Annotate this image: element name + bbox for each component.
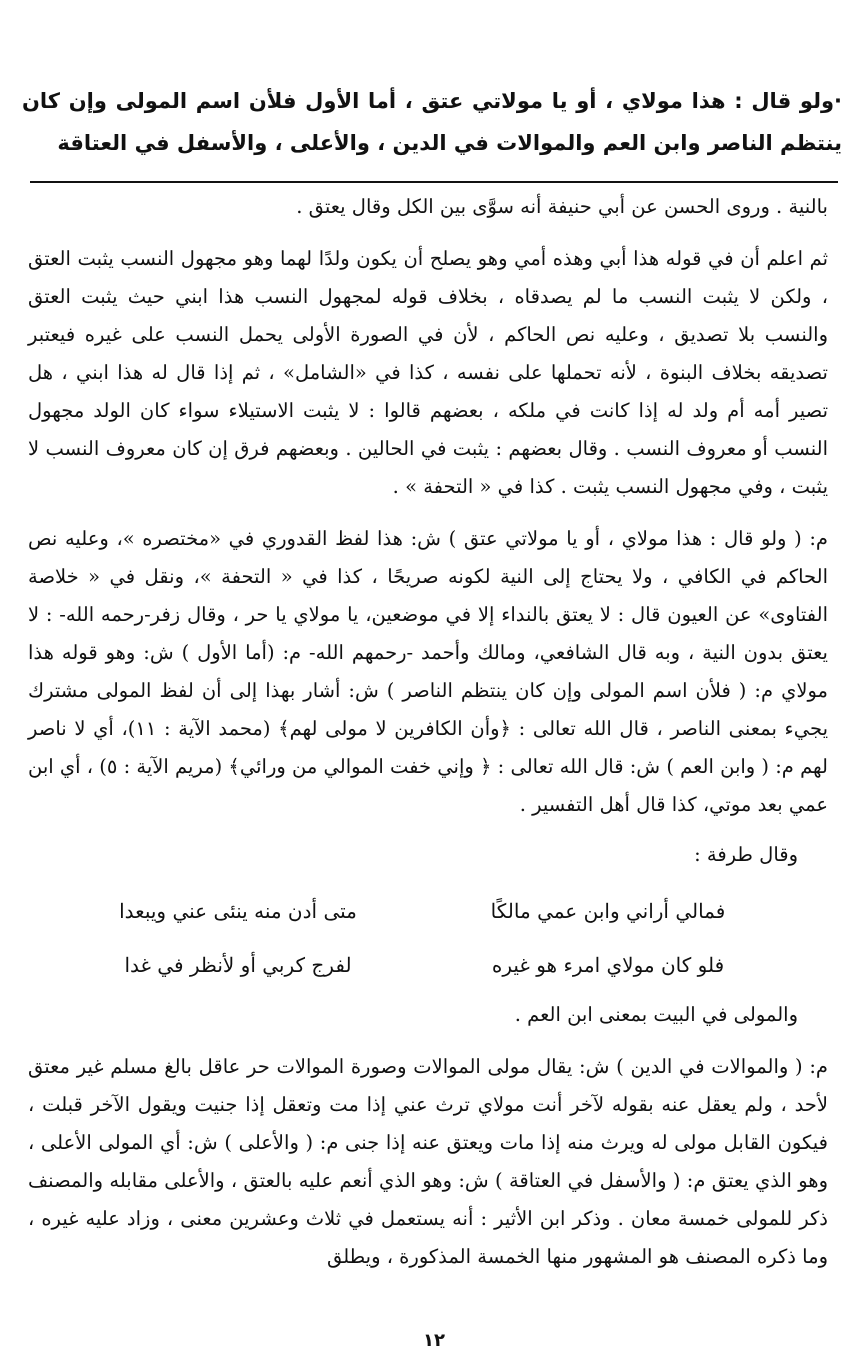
poem-verse-1	[28, 884, 828, 938]
poem-verse-2	[28, 938, 828, 992]
paragraph-2: ثم اعلم أن في قوله هذا أبي وهذه أمي وهو يصلح أن يكون ولدًا لهما وهو مجهول النسب يثبت العتق ، ولكن لا يثبت النسب ما لم يصدقاه ، بخلاف قوله لمجهول النسب هذا ابني حيث يثبت العتق والنسب بلا تصديق ، وعليه نص الحاكم ، لأن في الصورة الأولى يحمل النسب على غيره فيعتبر تصديقه بخلاف البنوة ، لأنه تحملها على نفسه ، كذا في «الشامل» ، ثم إذا قال له هذا ابني ، هل تصير أمه أم ولد له إذا كانت في ملكه ، بعضهم قالوا : لا يثبت الاستيلاء سواء كان الولد مجهول النسب أو معروف النسب . وقال بعضهم : يثبت في الحالين . وبعضهم فرق إن كان معروف النسب لا يثبت ، وفي مجهول النسب يثبت . كذا في « التحفة » .	[28, 247, 828, 498]
separator-line	[30, 181, 838, 183]
poem-explanation: والمولى في البيت بمعنى ابن العم .	[514, 1003, 798, 1026]
commentary-body	[28, 188, 828, 1276]
page-number: ١٢	[423, 1330, 445, 1351]
poem-intro: وقال طرفة :	[694, 843, 798, 866]
verse-1-second-hemistich: متى أدن منه ينئى عني ويبعدا	[119, 899, 357, 923]
paragraph-4: م: ( والموالات في الدين ) ش: يقال مولى الموالات وصورة الموالات حر عاقل بالغ مسلم غير معتق لأحد ، ولم يعقل عنه بقوله لآخر أنت مولاي ترث عني إذا مت وتعقل إذا جنيت ويقول الآخر قبلت ، فيكون القابل مولى له ويرث منه إذا مات ويعتق عنه إذا جنى م: ( والأعلى ) ش: أي المولى الأعلى ، وهو الذي يعتق م: ( والأسفل في العتاقة ) ش: وهو الذي أنعم عليه بالعتق ، والأعلى مقابله والمصنف ذكر للمولى خمسة معان . وذكر ابن الأثير : أنه يستعمل في ثلاث وعشرين معنى ، وزاد عليه غيره ، وما ذكره المصنف هو المشهور منها الخمسة المذكورة ، ويطلق	[28, 1055, 828, 1268]
verse-1-first-hemistich: فمالي أراني وابن عمي مالكًا	[490, 899, 726, 923]
paragraph-3: م: ( ولو قال : هذا مولاي ، أو يا مولاتي عتق ) ش: هذا لفظ القدوري في «مختصره »، وعليه نص الحاكم في الكافي ، ولا يحتاج إلى النية لكونه صريحًا ، كذا في « التحفة »، ونقل في « خلاصة الفتاوى» عن العيون قال : لا يعتق بالنداء إلا في موضعين، يا مولاي يا حر ، وقال زفر-رحمه الله- : لا يعتق بدون النية ، وبه قال الشافعي، ومالك وأحمد -رحمهم الله- م: (أما الأول ) ش: وهو قوله هذا مولاي م: ( فلأن اسم المولى وإن كان ينتظم الناصر ) ش: أشار بهذا إلى أن لفظ المولى مشترك يجيء بمعنى الناصر ، قال الله تعالى : ﴿وأن الكافرين لا مولى لهم﴾ (محمد الآية : ١١)، أي لا ناصر لهم م: ( وابن العم ) ش: قال الله تعالى : ﴿ وإني خفت الموالي من ورائي﴾ (مريم الآية : ٥) ، أي ابن عمي بعد موتي، كذا قال أهل التفسير .	[28, 527, 828, 816]
verse-2-first-hemistich: فلو كان مولاي امرء هو غيره	[491, 953, 725, 977]
verse-2-second-hemistich: لفرج كربي أو لأنظر في غدا	[124, 953, 352, 977]
poem	[28, 884, 828, 992]
paragraph-1: بالنية . وروى الحسن عن أبي حنيفة أنه سوَّى بين الكل وقال يعتق .	[296, 195, 828, 218]
matn-text: ·ولو قال : هذا مولاي ، أو يا مولاتي عتق ، أما الأول فلأن اسم المولى وإن كان ينتظم الناصر وابن العم والموالات في الدين ، والأعلى ، والأسفل في العتاقة	[22, 89, 842, 155]
matn-header	[22, 80, 842, 164]
